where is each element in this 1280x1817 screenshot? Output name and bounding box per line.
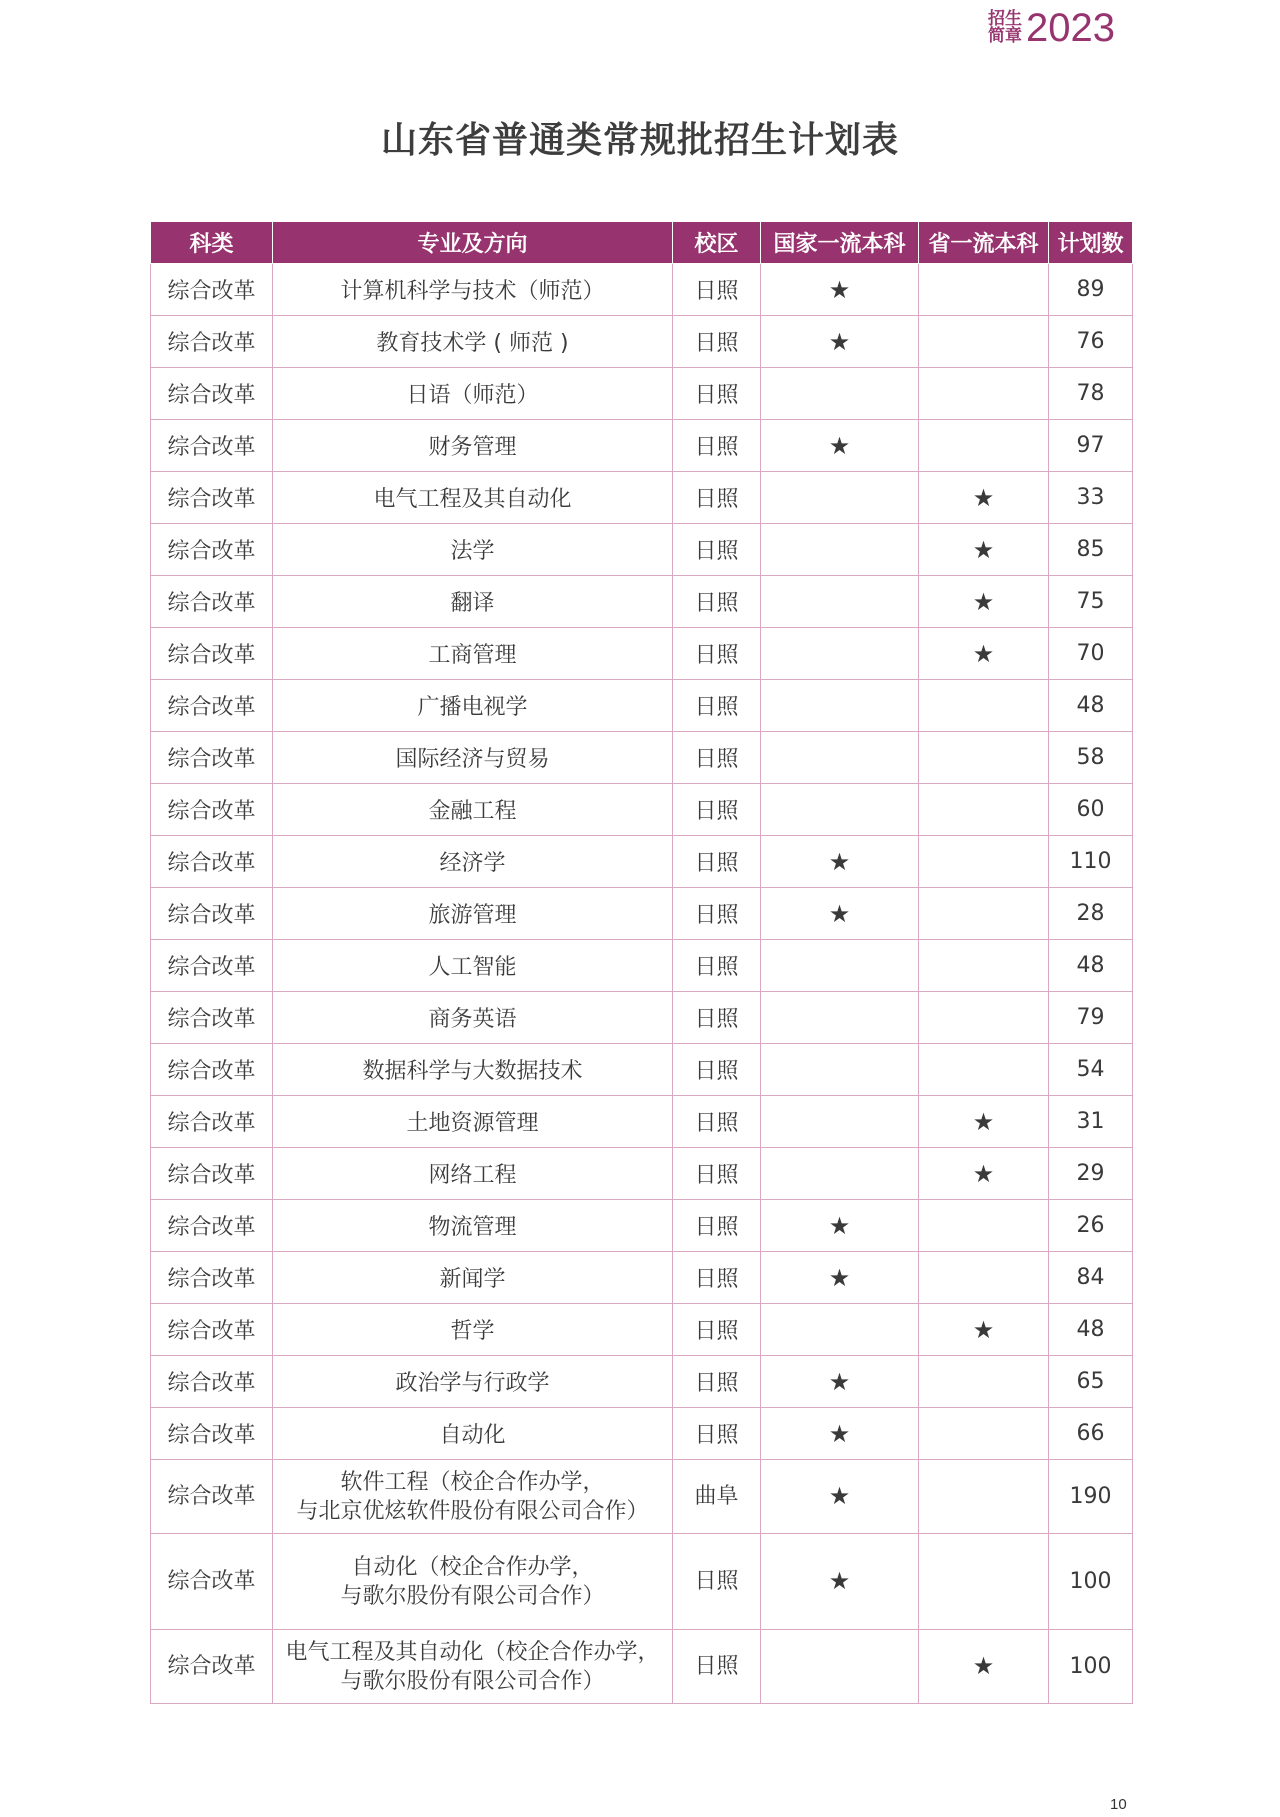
category-cell: 综合改革 [151, 524, 273, 576]
provincial-first-class-cell: ★ [919, 628, 1049, 680]
campus-cell: 日照 [673, 264, 761, 316]
category-cell: 综合改革 [151, 628, 273, 680]
provincial-first-class-cell [919, 940, 1049, 992]
national-first-class-cell [761, 576, 919, 628]
national-first-class-cell [761, 992, 919, 1044]
plan-count-cell: 76 [1049, 316, 1133, 368]
plan-count-cell: 28 [1049, 888, 1133, 940]
table-row [151, 1534, 1133, 1630]
provincial-first-class-cell: ★ [919, 1304, 1049, 1356]
campus-cell: 日照 [673, 316, 761, 368]
campus-cell: 日照 [673, 1304, 761, 1356]
national-first-class-cell: ★ [761, 1200, 919, 1252]
campus-cell: 日照 [673, 784, 761, 836]
campus-cell: 日照 [673, 628, 761, 680]
major-cell: 商务英语 [273, 992, 673, 1044]
major-cell: 政治学与行政学 [273, 1356, 673, 1408]
plan-count-cell: 48 [1049, 940, 1133, 992]
major-cell: 教育技术学 ( 师范 ) [273, 316, 673, 368]
campus-cell: 日照 [673, 732, 761, 784]
table-row [151, 368, 1133, 420]
table-header-row [151, 222, 1133, 264]
table-row [151, 628, 1133, 680]
major-cell: 电气工程及其自动化（校企合作办学， 与歌尔股份有限公司合作） [273, 1630, 673, 1704]
campus-cell: 日照 [673, 1356, 761, 1408]
national-first-class-cell [761, 628, 919, 680]
provincial-first-class-cell: ★ [919, 576, 1049, 628]
table-row [151, 784, 1133, 836]
category-cell: 综合改革 [151, 836, 273, 888]
campus-cell: 日照 [673, 1096, 761, 1148]
plan-count-cell: 58 [1049, 732, 1133, 784]
table-row [151, 888, 1133, 940]
national-first-class-cell: ★ [761, 316, 919, 368]
campus-cell: 日照 [673, 1044, 761, 1096]
page-title: 山东省普通类常规批招生计划表 [380, 120, 899, 161]
national-first-class-cell [761, 472, 919, 524]
campus-cell: 日照 [673, 368, 761, 420]
major-cell: 哲学 [273, 1304, 673, 1356]
national-first-class-cell: ★ [761, 1460, 919, 1534]
provincial-first-class-cell [919, 1356, 1049, 1408]
plan-count-cell: 26 [1049, 1200, 1133, 1252]
major-cell: 计算机科学与技术（师范） [273, 264, 673, 316]
header-national-first-class: 国家一流本科 [761, 222, 919, 264]
brochure-brand [988, 8, 1115, 48]
major-cell: 工商管理 [273, 628, 673, 680]
category-cell: 综合改革 [151, 1630, 273, 1704]
provincial-first-class-cell [919, 680, 1049, 732]
major-cell: 自动化（校企合作办学， 与歌尔股份有限公司合作） [273, 1534, 673, 1630]
provincial-first-class-cell [919, 1534, 1049, 1630]
plan-count-cell: 70 [1049, 628, 1133, 680]
national-first-class-cell [761, 732, 919, 784]
national-first-class-cell: ★ [761, 264, 919, 316]
major-cell: 土地资源管理 [273, 1096, 673, 1148]
plan-count-cell: 60 [1049, 784, 1133, 836]
brand-line-2: 简章 [988, 26, 1022, 46]
table-row [151, 524, 1133, 576]
campus-cell: 日照 [673, 472, 761, 524]
brand-line-1: 招生 [988, 9, 1022, 29]
major-cell: 旅游管理 [273, 888, 673, 940]
plan-count-cell: 79 [1049, 992, 1133, 1044]
plan-count-cell: 100 [1049, 1630, 1133, 1704]
major-cell: 经济学 [273, 836, 673, 888]
category-cell: 综合改革 [151, 316, 273, 368]
category-cell: 综合改革 [151, 680, 273, 732]
major-cell: 自动化 [273, 1408, 673, 1460]
plan-count-cell: 85 [1049, 524, 1133, 576]
enrollment-plan-table [150, 221, 1133, 1704]
major-cell: 法学 [273, 524, 673, 576]
plan-count-cell: 84 [1049, 1252, 1133, 1304]
major-cell: 电气工程及其自动化 [273, 472, 673, 524]
table-row [151, 1148, 1133, 1200]
provincial-first-class-cell [919, 732, 1049, 784]
campus-cell: 日照 [673, 1534, 761, 1630]
category-cell: 综合改革 [151, 1252, 273, 1304]
category-cell: 综合改革 [151, 784, 273, 836]
plan-count-cell: 190 [1049, 1460, 1133, 1534]
table-row [151, 940, 1133, 992]
plan-count-cell: 54 [1049, 1044, 1133, 1096]
provincial-first-class-cell [919, 420, 1049, 472]
category-cell: 综合改革 [151, 1304, 273, 1356]
major-cell: 翻译 [273, 576, 673, 628]
plan-count-cell: 78 [1049, 368, 1133, 420]
header-plan-count: 计划数 [1049, 222, 1133, 264]
brand-year: 2023 [1026, 6, 1115, 50]
table-row [151, 1252, 1133, 1304]
provincial-first-class-cell [919, 992, 1049, 1044]
provincial-first-class-cell: ★ [919, 1096, 1049, 1148]
plan-count-cell: 65 [1049, 1356, 1133, 1408]
major-cell: 数据科学与大数据技术 [273, 1044, 673, 1096]
campus-cell: 日照 [673, 680, 761, 732]
table-row [151, 1460, 1133, 1534]
category-cell: 综合改革 [151, 992, 273, 1044]
category-cell: 综合改革 [151, 1096, 273, 1148]
category-cell: 综合改革 [151, 888, 273, 940]
provincial-first-class-cell: ★ [919, 472, 1049, 524]
national-first-class-cell: ★ [761, 836, 919, 888]
header-provincial-first-class: 省一流本科 [919, 222, 1049, 264]
plan-count-cell: 97 [1049, 420, 1133, 472]
plan-count-cell: 33 [1049, 472, 1133, 524]
campus-cell: 日照 [673, 1408, 761, 1460]
campus-cell: 日照 [673, 576, 761, 628]
national-first-class-cell: ★ [761, 420, 919, 472]
campus-cell: 曲阜 [673, 1460, 761, 1534]
table-row [151, 836, 1133, 888]
national-first-class-cell: ★ [761, 1252, 919, 1304]
provincial-first-class-cell [919, 316, 1049, 368]
campus-cell: 日照 [673, 888, 761, 940]
plan-count-cell: 89 [1049, 264, 1133, 316]
plan-count-cell: 66 [1049, 1408, 1133, 1460]
national-first-class-cell [761, 680, 919, 732]
plan-count-cell: 48 [1049, 680, 1133, 732]
provincial-first-class-cell: ★ [919, 1630, 1049, 1704]
category-cell: 综合改革 [151, 576, 273, 628]
national-first-class-cell: ★ [761, 1356, 919, 1408]
category-cell: 综合改革 [151, 1534, 273, 1630]
major-cell: 日语（师范） [273, 368, 673, 420]
table-row [151, 732, 1133, 784]
national-first-class-cell: ★ [761, 1534, 919, 1630]
major-cell: 新闻学 [273, 1252, 673, 1304]
table-row [151, 1630, 1133, 1704]
brand-label [988, 11, 1022, 45]
table-row [151, 420, 1133, 472]
category-cell: 综合改革 [151, 368, 273, 420]
table-row [151, 1044, 1133, 1096]
table-row [151, 1200, 1133, 1252]
table-row [151, 576, 1133, 628]
national-first-class-cell: ★ [761, 1408, 919, 1460]
table-row [151, 472, 1133, 524]
major-cell: 物流管理 [273, 1200, 673, 1252]
campus-cell: 日照 [673, 1252, 761, 1304]
major-cell: 软件工程（校企合作办学， 与北京优炫软件股份有限公司合作） [273, 1460, 673, 1534]
campus-cell: 日照 [673, 524, 761, 576]
provincial-first-class-cell [919, 784, 1049, 836]
campus-cell: 日照 [673, 992, 761, 1044]
provincial-first-class-cell [919, 1044, 1049, 1096]
table-row [151, 264, 1133, 316]
national-first-class-cell [761, 368, 919, 420]
header-major: 专业及方向 [273, 222, 673, 264]
table-body [151, 264, 1133, 1704]
campus-cell: 日照 [673, 836, 761, 888]
national-first-class-cell [761, 1304, 919, 1356]
category-cell: 综合改革 [151, 1460, 273, 1534]
provincial-first-class-cell [919, 1252, 1049, 1304]
campus-cell: 日照 [673, 1630, 761, 1704]
plan-count-cell: 48 [1049, 1304, 1133, 1356]
major-cell: 金融工程 [273, 784, 673, 836]
category-cell: 综合改革 [151, 940, 273, 992]
plan-count-cell: 100 [1049, 1534, 1133, 1630]
table-row [151, 1096, 1133, 1148]
major-cell: 国际经济与贸易 [273, 732, 673, 784]
major-cell: 网络工程 [273, 1148, 673, 1200]
provincial-first-class-cell [919, 368, 1049, 420]
table-row [151, 680, 1133, 732]
national-first-class-cell [761, 524, 919, 576]
page-number: 10 [1110, 1796, 1127, 1813]
plan-count-cell: 75 [1049, 576, 1133, 628]
major-cell: 广播电视学 [273, 680, 673, 732]
plan-count-cell: 110 [1049, 836, 1133, 888]
national-first-class-cell [761, 1096, 919, 1148]
table-row [151, 1304, 1133, 1356]
category-cell: 综合改革 [151, 732, 273, 784]
category-cell: 综合改革 [151, 1408, 273, 1460]
major-cell: 财务管理 [273, 420, 673, 472]
provincial-first-class-cell: ★ [919, 524, 1049, 576]
national-first-class-cell [761, 1630, 919, 1704]
category-cell: 综合改革 [151, 1200, 273, 1252]
category-cell: 综合改革 [151, 1044, 273, 1096]
category-cell: 综合改革 [151, 1356, 273, 1408]
campus-cell: 日照 [673, 1200, 761, 1252]
header-category: 科类 [151, 222, 273, 264]
provincial-first-class-cell [919, 1200, 1049, 1252]
national-first-class-cell: ★ [761, 888, 919, 940]
table-row [151, 992, 1133, 1044]
category-cell: 综合改革 [151, 264, 273, 316]
campus-cell: 日照 [673, 1148, 761, 1200]
category-cell: 综合改革 [151, 1148, 273, 1200]
major-cell: 人工智能 [273, 940, 673, 992]
provincial-first-class-cell [919, 1460, 1049, 1534]
provincial-first-class-cell [919, 888, 1049, 940]
national-first-class-cell [761, 784, 919, 836]
provincial-first-class-cell [919, 1408, 1049, 1460]
plan-count-cell: 31 [1049, 1096, 1133, 1148]
campus-cell: 日照 [673, 420, 761, 472]
table-row [151, 316, 1133, 368]
header-campus: 校区 [673, 222, 761, 264]
national-first-class-cell [761, 1148, 919, 1200]
plan-count-cell: 29 [1049, 1148, 1133, 1200]
provincial-first-class-cell [919, 264, 1049, 316]
national-first-class-cell [761, 940, 919, 992]
provincial-first-class-cell [919, 836, 1049, 888]
table-row [151, 1408, 1133, 1460]
category-cell: 综合改革 [151, 420, 273, 472]
campus-cell: 日照 [673, 940, 761, 992]
category-cell: 综合改革 [151, 472, 273, 524]
provincial-first-class-cell: ★ [919, 1148, 1049, 1200]
table-row [151, 1356, 1133, 1408]
national-first-class-cell [761, 1044, 919, 1096]
